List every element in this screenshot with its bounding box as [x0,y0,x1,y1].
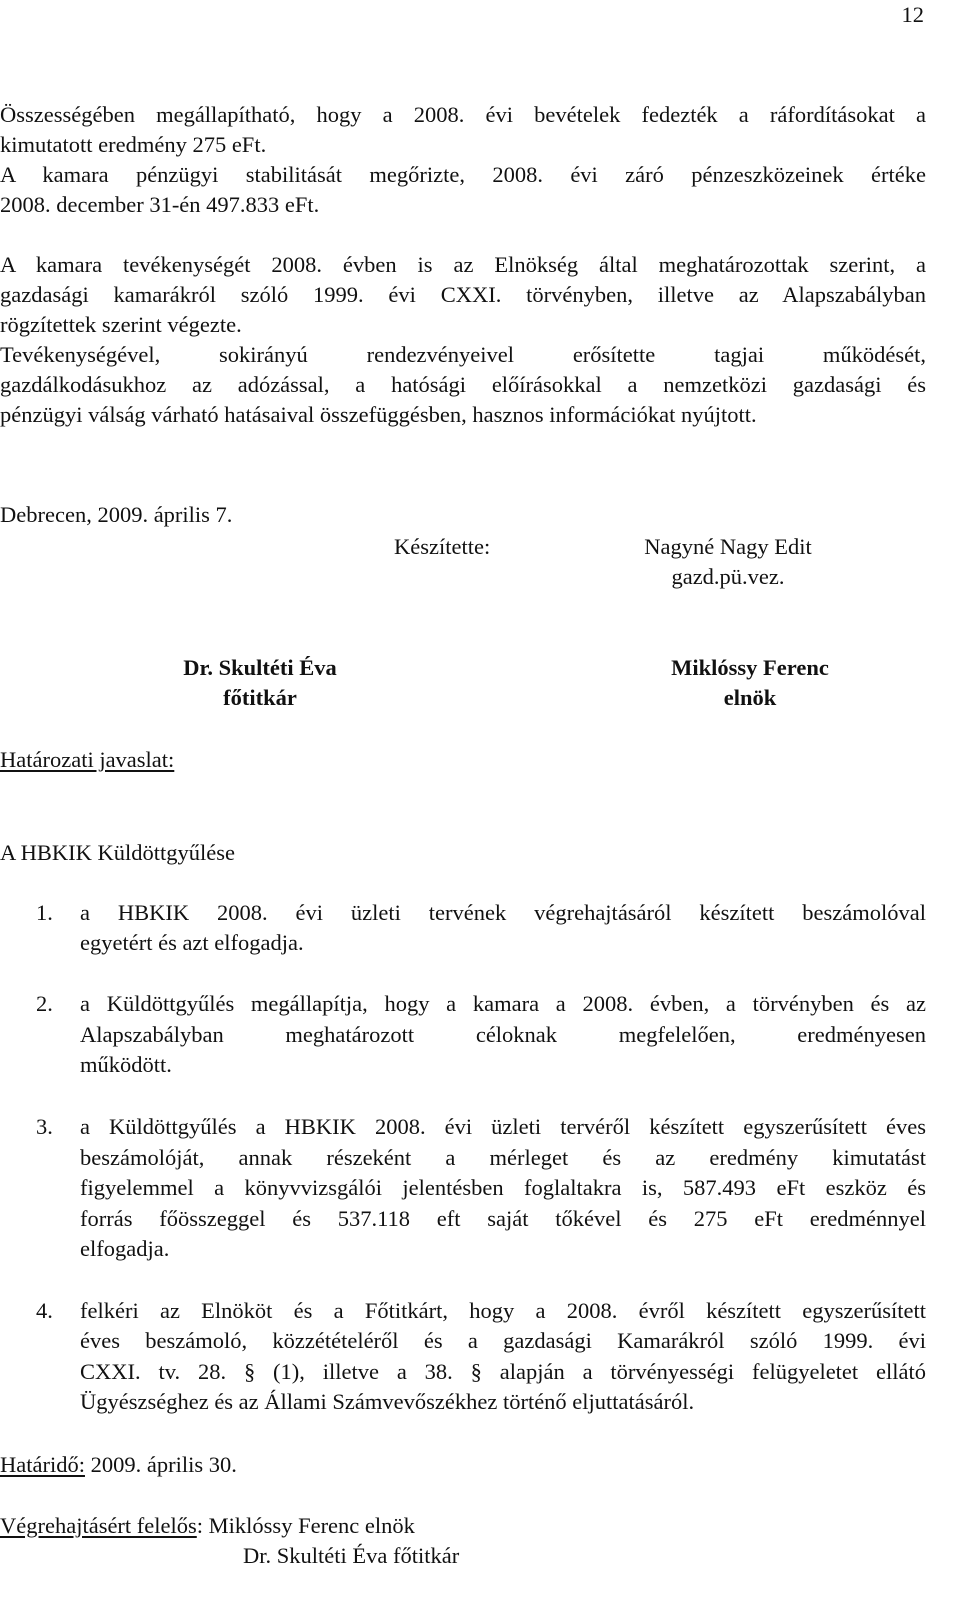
responsible [0,1515,415,1538]
item-line: a Küldöttgyűlés megállapítja, hogy a kamara a 2008. évben, a törvényben és az [80,991,926,1016]
text-line: A kamara tevékenységét 2008. évben is az Elnökség által meghatározottak szerint, a [0,252,926,277]
deadline-label: Határidő: [0,1452,85,1477]
text-line: A kamara pénzügyi stabilitását megőrizte, 2008. évi záró pénzeszközeinek értéke [0,162,926,187]
preparer-name: Nagyné Nagy Edit [644,534,812,559]
text-line: pénzügyi válság várható hatásaival összefüggésben, hasznos információkat nyújtott. [0,402,757,427]
text-line: rögzítettek szerint végezte. [0,312,242,337]
signatory-name: Miklóssy Ferenc [671,655,829,680]
item-line: egyetért és azt elfogadja. [80,930,304,955]
item-line: a Küldöttgyűlés a HBKIK 2008. évi üzleti tervéről készített egyszerűsített éves [80,1114,926,1139]
item-line: figyelemmel a könyvvizsgálói jelentésben foglaltakra is, 587.493 eFt eszköz és [80,1175,926,1200]
signatory-title: elnök [723,685,777,710]
responsible-person: Miklóssy Ferenc elnök [203,1513,415,1538]
text-line: gazdálkodásukhoz az adózással, a hatósági előírásokkal a nemzetközi gazdasági és [0,372,926,397]
item-line: Ügyészséghez és az Állami Számvevőszékhez történő eljuttatásáról. [80,1389,695,1414]
signatory-name: Dr. Skultéti Éva [183,655,337,680]
text-line: 2008. december 31-én 497.833 eFt. [0,192,320,217]
item-number: 3. [36,1114,53,1139]
responsible-person: Dr. Skultéti Éva főtitkár [243,1543,460,1568]
assembly-line: A HBKIK Küldöttgyűlése [0,840,235,865]
item-line: CXXI. tv. 28. § (1), illetve a 38. § alapján a törvényességi felügyeletet ellátó [80,1359,926,1384]
deadline-value: 2009. április 30. [84,1452,237,1477]
responsible-label: Végrehajtásért felelős [0,1513,197,1538]
signatory-title: főtitkár [223,685,297,710]
item-line: a HBKIK 2008. évi üzleti tervének végrehajtásáról készített beszámolóval [80,900,926,925]
proposal-heading: Határozati javaslat: [0,747,175,772]
item-number: 1. [36,900,53,925]
prepared-label: Készítette: [394,534,491,559]
responsible-separator: : [196,1513,204,1538]
item-number: 2. [36,991,53,1016]
item-line: működött. [80,1052,172,1077]
page-number: 12 [901,2,924,27]
item-line: forrás főösszeggel és 537.118 eft saját tőkével és 275 eFt eredménnyel [80,1206,926,1231]
item-number: 4. [36,1298,53,1323]
text-line: kimutatott eredmény 275 eFt. [0,132,267,157]
item-line: éves beszámoló, közzétételéről és a gazdasági Kamarákról szóló 1999. évi [80,1328,926,1353]
item-line: beszámolóját, annak részeként a mérleget és az eredmény kimutatást [80,1145,926,1170]
deadline [0,1454,237,1477]
place-date: Debrecen, 2009. április 7. [0,502,233,527]
item-line: felkéri az Elnököt és a Főtitkárt, hogy a 2008. évről készített egyszerűsített [80,1298,926,1323]
preparer-title: gazd.pü.vez. [671,564,785,589]
item-line: elfogadja. [80,1236,170,1261]
item-line: Alapszabályban meghatározott céloknak megfelelően, eredményesen [80,1022,926,1047]
text-line: gazdasági kamarákról szóló 1999. évi CXXI. törvényben, illetve az Alapszabályban [0,282,926,307]
text-line: Tevékenységével, sokirányú rendezvényeivel erősítette tagjai működését, [0,342,926,367]
text-line: Összességében megállapítható, hogy a 2008. évi bevételek fedezték a ráfordításokat a [0,102,926,127]
